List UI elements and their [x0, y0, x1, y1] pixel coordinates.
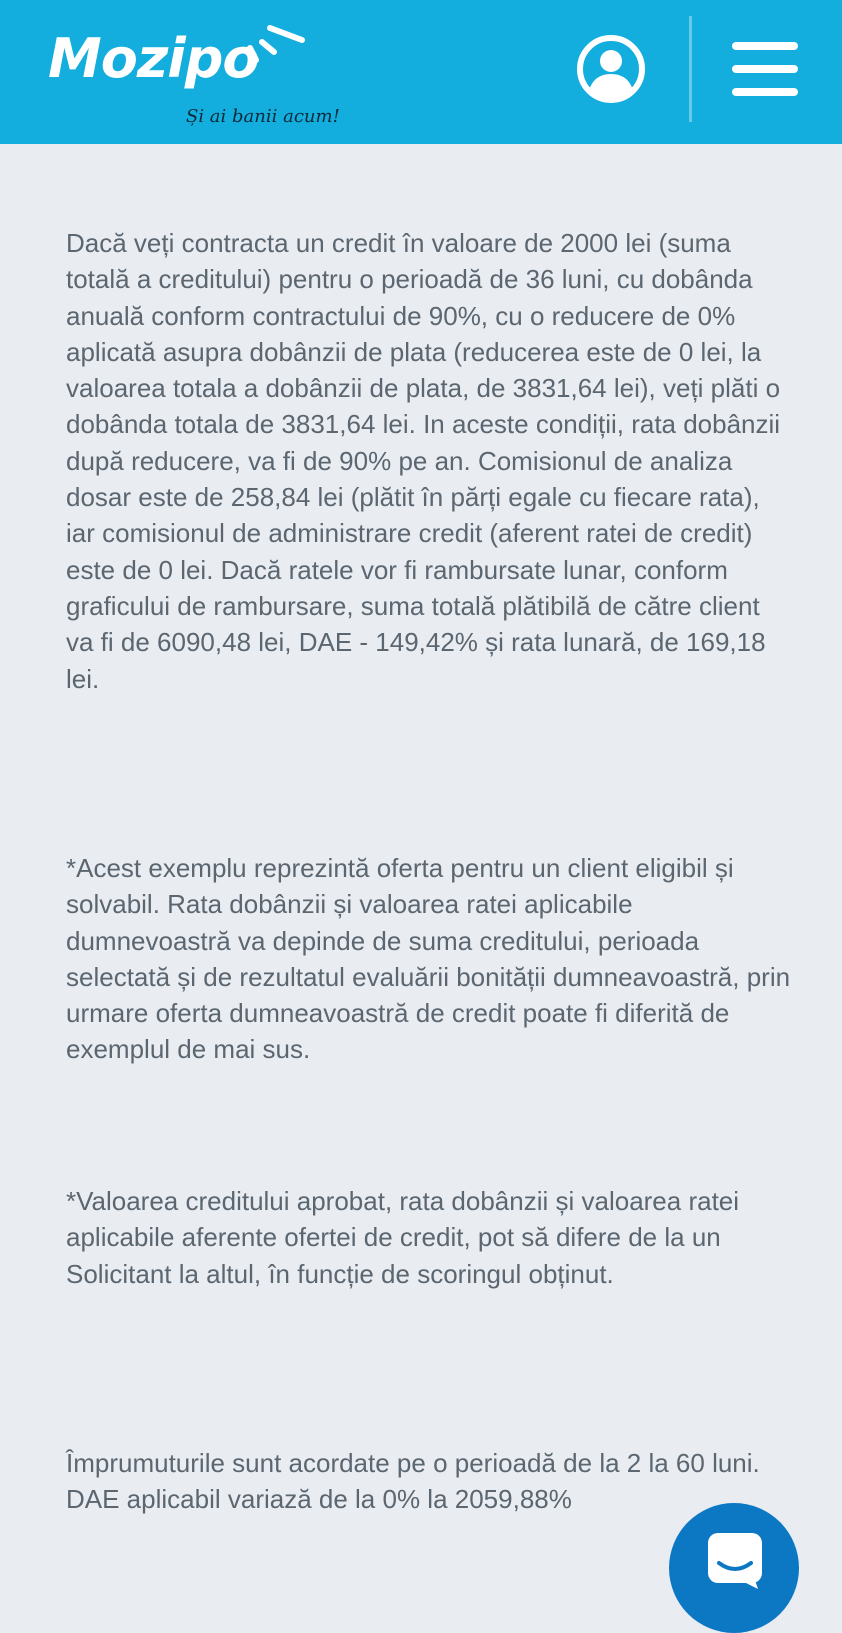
loan-period-note-text: Împrumuturile sunt acordate pe o perioadă de la 2 la 60 luni. DAE aplicabil variază de la 0% la 2059,88% — [66, 1448, 760, 1515]
sparkle-icon — [240, 18, 310, 68]
profile-button[interactable] — [576, 34, 646, 104]
menu-bar-top — [732, 42, 798, 50]
representative-example-text: Dacă veți contracta un credit în valoare de 2000 lei (suma totală a creditului) pentru o perioadă de 36 luni, cu dobânda anuală conform contractului de 90%, cu o reducere de 0% aplicată asupra dobânzii de plata (reducerea este de 0 lei, la valoarea totala a dobânzii de plata, de 3831,64 lei), veți plăti o dobânda totala de 3831,64 lei. In aceste condiții, rata dobânzii după reducere, va fi de 90% pe an. Comisionul de analiza dosar este de 258,84 lei (plătit în părți egale cu fiecare rata), iar comisionul de administrare credit (aferent ratei de credit) este de 0 lei. Dacă ratele vor fi rambursate lunar, conform graficului de rambursare, suma totală plătibilă de către client va fi de 6090,48 lei, DAE - 149,42% și rata lunară, de 169,18 lei. — [66, 228, 781, 694]
header-divider — [689, 16, 692, 122]
chat-launcher-button[interactable] — [669, 1503, 799, 1633]
logo-text: Mozipo — [48, 27, 259, 90]
header-bar — [0, 0, 842, 144]
logo-tagline: Și ai banii acum! — [186, 106, 340, 127]
menu-bar-bottom — [732, 88, 798, 96]
eligibility-note-text: *Acest exemplu reprezintă oferta pentru un client eligibil și solvabil. Rata dobânzii și valoarea ratei aplicabile dumnevoastră va depinde de suma creditului, perioada selectată și de rezultatul evaluării bonității dumneavoastră, prin urmare oferta dumneavoastră de credit poate fi diferită de exemplul de mai sus. — [66, 853, 791, 1065]
scoring-note-text: *Valoarea creditului aprobat, rata dobânzii și valoarea ratei aplicabile aferente ofertei de credit, pot să difere de la un Solicitant la altul, în funcție de scoringul obținut. — [66, 1186, 740, 1289]
user-icon — [576, 34, 646, 104]
logo-link[interactable] — [46, 18, 376, 138]
menu-button[interactable] — [732, 42, 798, 96]
menu-bar-middle — [732, 65, 798, 73]
chat-icon — [706, 1531, 764, 1591]
